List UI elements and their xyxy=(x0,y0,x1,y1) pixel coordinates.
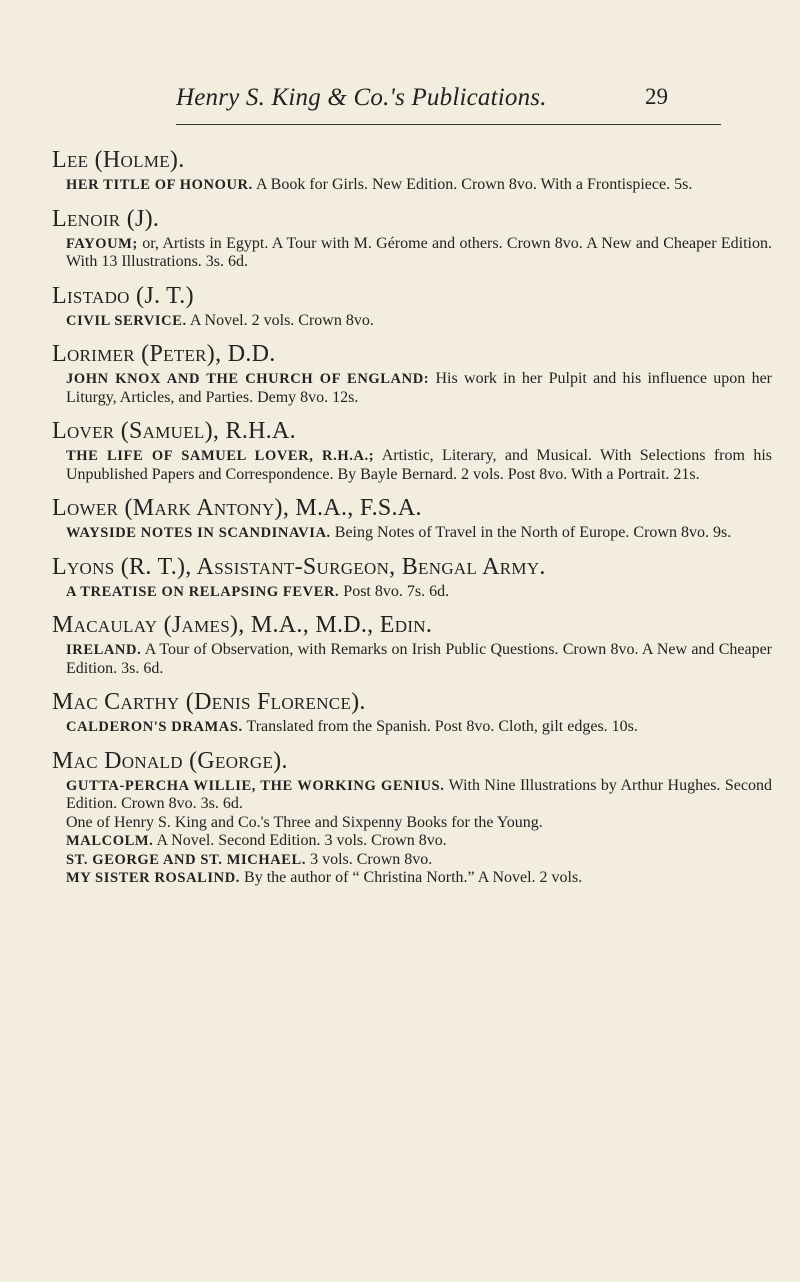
work-title: FAYOUM; xyxy=(66,235,138,252)
author-name: Lenoir (J). xyxy=(52,205,160,232)
work-description: A Novel. 2 vols. Crown 8vo. xyxy=(189,311,374,329)
work-listing xyxy=(52,777,772,814)
work-title: THE LIFE OF SAMUEL LOVER, R.H.A.; xyxy=(66,448,375,464)
entry-lee xyxy=(52,146,772,195)
work-listing xyxy=(52,832,772,851)
entry-lenoir xyxy=(52,205,772,272)
author-name: Lower (Mark Antony), M.A., F.S.A. xyxy=(52,495,422,521)
work-listing xyxy=(52,718,772,737)
work-description: Artistic, Literary, and Musical. With Selections from his Unpublished Papers and Correspondence. By Bayle Bernard. 2 vols. Post 8vo. With a Portrait. 21s. xyxy=(66,447,772,483)
work-title: ST. GEORGE AND ST. MICHAEL. xyxy=(66,851,307,868)
entry-lower xyxy=(52,494,772,543)
work-listing xyxy=(52,851,772,870)
work-listing xyxy=(52,235,772,272)
author-name: Macaulay (James), M.A., M.D., Edin. xyxy=(52,612,433,638)
work-title: GUTTA-PERCHA WILLIE, THE WORKING GENIUS. xyxy=(66,777,445,794)
work-listing xyxy=(52,641,772,678)
entry-lover xyxy=(52,417,772,484)
work-listing xyxy=(52,370,772,407)
author-name: Mac Carthy (Denis Florence). xyxy=(52,689,366,715)
author-name: Listado (J. T.) xyxy=(52,282,194,309)
running-header xyxy=(176,84,696,120)
work-title: JOHN KNOX AND THE CHURCH OF ENGLAND: xyxy=(66,371,430,387)
author-name: Mac Donald (George). xyxy=(52,747,288,774)
work-description: Post 8vo. 7s. 6d. xyxy=(343,582,450,600)
entry-mac-donald xyxy=(52,747,772,888)
work-description: His work in her Pulpit and his influence upon her Liturgy, Articles, and Parties. Demy 8vo. 12s. xyxy=(66,370,773,406)
work-title: IRELAND. xyxy=(66,642,142,658)
work-title: CIVIL SERVICE. xyxy=(66,312,187,329)
entry-mac-carthy xyxy=(52,688,772,737)
author-name: Lover (Samuel), R.H.A. xyxy=(52,418,296,444)
author-name: Lyons (R. T.), Assistant-Surgeon, Bengal Army. xyxy=(52,553,546,580)
work-listing xyxy=(52,176,772,195)
work-title: MALCOLM. xyxy=(66,833,154,849)
work-listing xyxy=(52,583,772,602)
series-note: One of Henry S. King and Co.'s Three and Sixpenny Books for the Young. xyxy=(66,813,543,831)
entry-lorimer xyxy=(52,340,772,407)
work-listing xyxy=(52,524,772,543)
work-description: 3 vols. Crown 8vo. xyxy=(310,850,433,868)
work-title: MY SISTER ROSALIND. xyxy=(66,870,241,886)
work-description: With Nine Illustrations by Arthur Hughes. Second Edition. Crown 8vo. 3s. 6d. xyxy=(66,776,772,812)
entry-listado xyxy=(52,282,772,331)
entry-lyons xyxy=(52,553,772,602)
work-description: or, Artists in Egypt. A Tour with M. Gérome and others. Crown 8vo. A New and Cheaper Edition. With 13 Illustrations. 3s. 6d. xyxy=(66,234,773,270)
work-listing xyxy=(52,869,772,888)
catalogue-list xyxy=(52,142,772,888)
work-title: CALDERON'S DRAMAS. xyxy=(66,719,243,735)
work-description: A Tour of Observation, with Remarks on Irish Public Questions. Crown 8vo. A New and Cheaper Edition. 3s. 6d. xyxy=(66,641,772,677)
work-description: A Novel. Second Edition. 3 vols. Crown 8vo. xyxy=(156,832,447,849)
work-description: A Book for Girls. New Edition. Crown 8vo. With a Frontispiece. 5s. xyxy=(255,176,693,193)
work-title: HER TITLE OF HONOUR. xyxy=(66,177,253,193)
page-number: 29 xyxy=(645,84,668,109)
work-title: WAYSIDE NOTES IN SCANDINAVIA. xyxy=(66,525,331,541)
work-listing xyxy=(52,447,772,484)
work-description: By the author of “ Christina North.” A Novel. 2 vols. xyxy=(244,869,583,886)
work-description: Being Notes of Travel in the North of Europe. Crown 8vo. 9s. xyxy=(334,524,732,541)
work-listing xyxy=(52,312,772,331)
work-description: Translated from the Spanish. Post 8vo. Cloth, gilt edges. 10s. xyxy=(246,718,638,735)
author-name: Lorimer (Peter), D.D. xyxy=(52,341,276,367)
header-title: Henry S. King & Co.'s Publications. xyxy=(176,84,547,111)
entry-macaulay xyxy=(52,611,772,678)
author-name: Lee (Holme). xyxy=(52,147,185,173)
header-rule xyxy=(176,124,721,125)
work-title: A TREATISE ON RELAPSING FEVER. xyxy=(66,583,340,600)
